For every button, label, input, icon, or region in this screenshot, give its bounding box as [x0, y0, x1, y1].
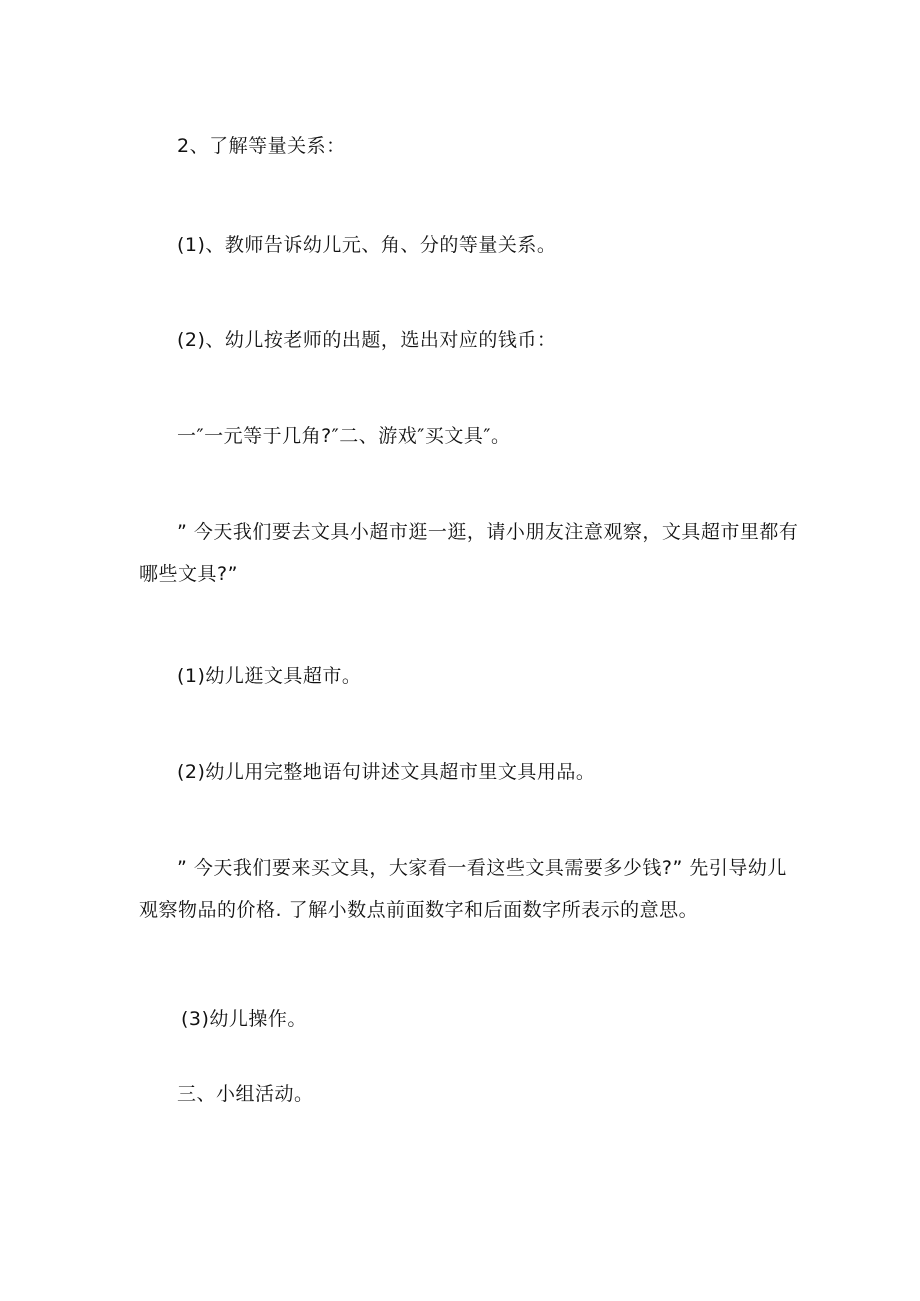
paragraph-10: 三、小组活动。 — [177, 1083, 314, 1105]
paragraph-9: (3)幼儿操作。 — [181, 1008, 307, 1030]
paragraph-2: (1)、教师告诉幼儿元、角、分的等量关系。 — [177, 234, 557, 256]
paragraph-8: ” 今天我们要来买文具，大家看一看这些文具需要多少钱?” 先引导幼儿观察物品的价格. 了解小数点前面数字和后面数字所表示的意思。 — [139, 857, 787, 921]
paragraph-7: (2)幼儿用完整地语句讲述文具超市里文具用品。 — [177, 761, 596, 783]
paragraph-3: (2)、幼儿按老师的出题，选出对应的钱币： — [177, 329, 557, 351]
paragraph-1: 2、了解等量关系： — [177, 135, 346, 157]
paragraph-4: 一″一元等于几角?″二、游戏″买文具″。 — [177, 425, 511, 447]
paragraph-6: (1)幼儿逛文具超市。 — [177, 665, 362, 687]
paragraph-5: ” 今天我们要去文具小超市逛一逛，请小朋友注意观察，文具超市里都有哪些文具?” — [139, 521, 799, 585]
